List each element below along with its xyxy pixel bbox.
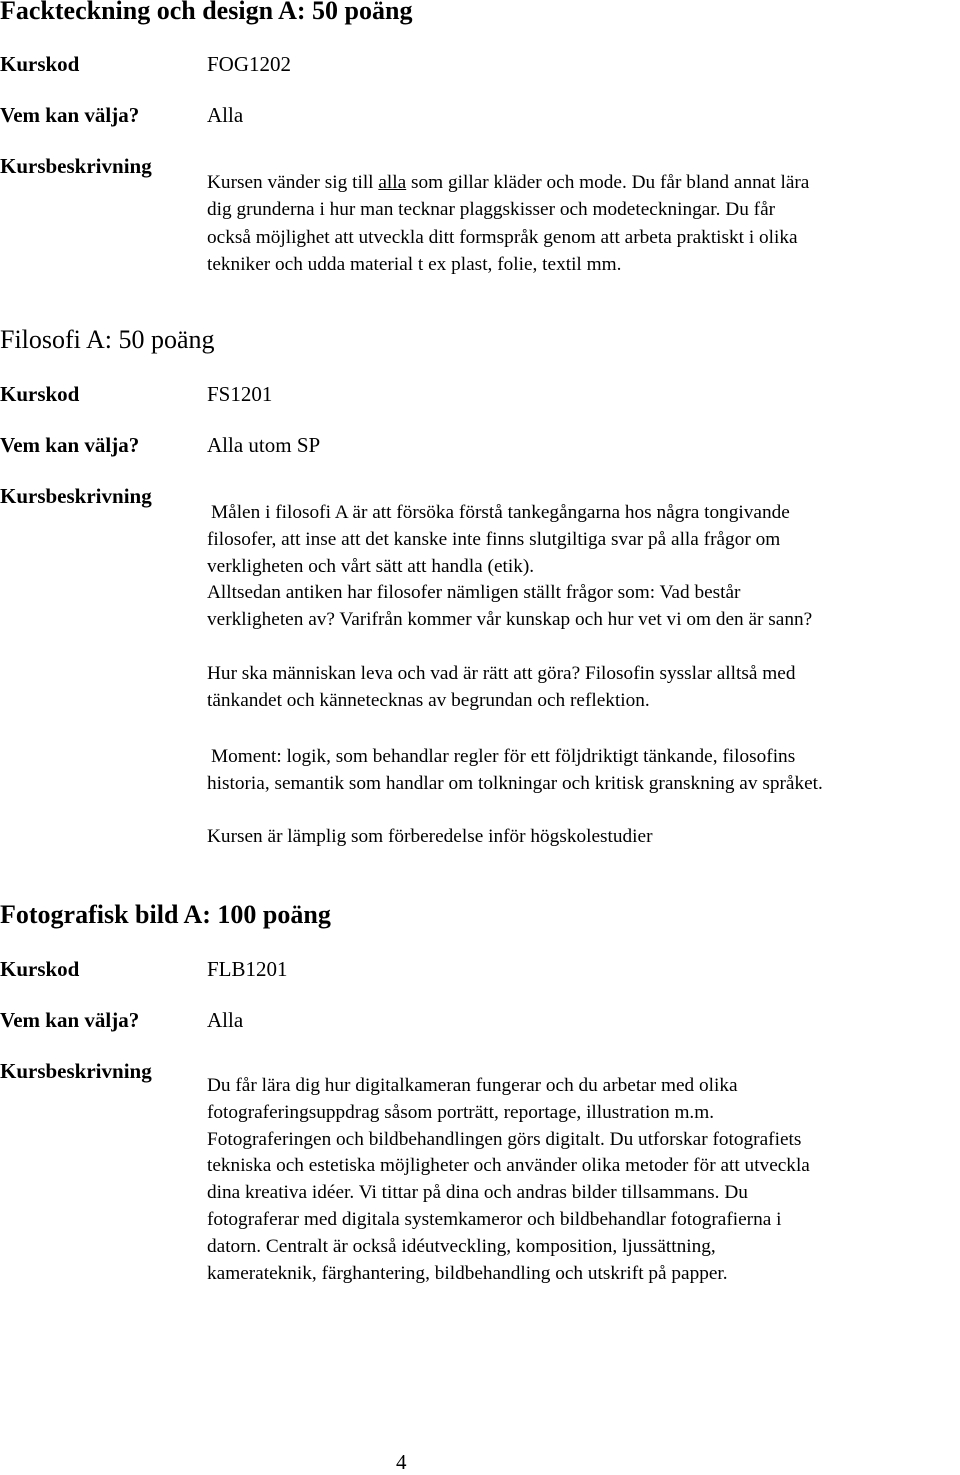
course-code-value: FLB1201 bbox=[207, 957, 288, 981]
who-can-choose-value: Alla utom SP bbox=[207, 433, 321, 457]
description-line: historia, semantik som handlar om tolkningar och kritisk granskning av språket. bbox=[207, 772, 823, 794]
description-line: fotograferingsuppdrag såsom porträtt, reportage, illustration m.m. bbox=[207, 1101, 715, 1123]
description-line: fotograferar med digitala systemkameror och bildbehandlar fotografierna i bbox=[207, 1208, 782, 1230]
course-description-paragraph bbox=[207, 824, 653, 851]
description-line: Kursen är lämplig som förberedelse inför högskolestudier bbox=[207, 826, 653, 847]
course-description-paragraph bbox=[207, 661, 795, 715]
course-code-value: FS1201 bbox=[207, 382, 273, 406]
description-line: Hur ska människan leva och vad är rätt att göra? Filosofin sysslar alltså med bbox=[207, 663, 796, 684]
course-description-paragraph bbox=[207, 744, 823, 798]
course-code-label: Kurskod bbox=[0, 52, 80, 76]
course-title-fackteckning: Fackteckning och design A: 50 poäng bbox=[0, 0, 413, 25]
course-description bbox=[207, 169, 809, 278]
course-description bbox=[207, 500, 812, 634]
course-description-label: Kursbeskrivning bbox=[0, 1059, 152, 1083]
description-line: Fotograferingen och bildbehandlingen görs digitalt. Du utforskar fotografiets bbox=[207, 1128, 802, 1150]
description-line: tänkandet och kännetecknas av begrundan och reflektion. bbox=[207, 689, 650, 711]
description-line: datorn. Centralt är också idéutveckling, komposition, ljussättning, bbox=[207, 1235, 716, 1257]
description-line: tekniska och estetiska möjligheter och använder olika metoder för att utveckla bbox=[207, 1155, 810, 1177]
who-can-choose-value: Alla bbox=[207, 103, 244, 127]
description-line: tekniker och udda material t ex plast, folie, textil mm. bbox=[207, 253, 622, 275]
course-code-value: FOG1202 bbox=[207, 52, 292, 76]
course-description bbox=[207, 1073, 810, 1287]
page-number: 4 bbox=[396, 1450, 407, 1474]
course-title-fotografisk-bild: Fotografisk bild A: 100 poäng bbox=[0, 900, 331, 929]
description-line: Moment: logik, som behandlar regler för ett följdriktigt tänkande, filosofins bbox=[211, 746, 796, 767]
who-can-choose-value: Alla bbox=[207, 1008, 244, 1032]
description-line: kamerateknik, färghantering, bildbehandling och utskrift på papper. bbox=[207, 1262, 728, 1284]
course-code-label: Kurskod bbox=[0, 382, 80, 406]
alla-link[interactable]: alla bbox=[378, 172, 407, 193]
description-line: Du får lära dig hur digitalkameran fungerar och du arbetar med olika bbox=[207, 1075, 738, 1096]
description-line: dina kreativa idéer. Vi tittar på dina och andras bilder tillsammans. Du bbox=[207, 1182, 748, 1204]
description-line: Kursen vänder sig till alla som gillar kläder och mode. Du får bland annat lära bbox=[207, 172, 810, 193]
course-description-label: Kursbeskrivning bbox=[0, 154, 152, 178]
who-can-choose-label: Vem kan välja? bbox=[0, 433, 140, 457]
course-title-filosofi: Filosofi A: 50 poäng bbox=[0, 325, 215, 354]
description-line: Alltsedan antiken har filosofer nämligen ställt frågor som: Vad består bbox=[207, 582, 741, 604]
who-can-choose-label: Vem kan välja? bbox=[0, 103, 140, 127]
who-can-choose-label: Vem kan välja? bbox=[0, 1008, 140, 1032]
description-line: filosofer, att inse att det kanske inte finns slutgiltiga svar på alla frågor om bbox=[207, 528, 781, 550]
course-description-label: Kursbeskrivning bbox=[0, 484, 152, 508]
course-code-label: Kurskod bbox=[0, 957, 80, 981]
description-line: också möjlighet att utveckla ditt formspråk genom att arbeta praktiskt i olika bbox=[207, 226, 798, 248]
description-line: dig grunderna i hur man tecknar plaggskisser och modeteckningar. Du får bbox=[207, 199, 776, 221]
description-line: verkligheten och vårt sätt att handla (etik). bbox=[207, 555, 535, 577]
description-line: Målen i filosofi A är att försöka förstå tankegångarna hos några tongivande bbox=[211, 502, 790, 523]
description-line: verkligheten av? Varifrån kommer vår kunskap och hur vet vi om den är sann? bbox=[207, 609, 813, 631]
